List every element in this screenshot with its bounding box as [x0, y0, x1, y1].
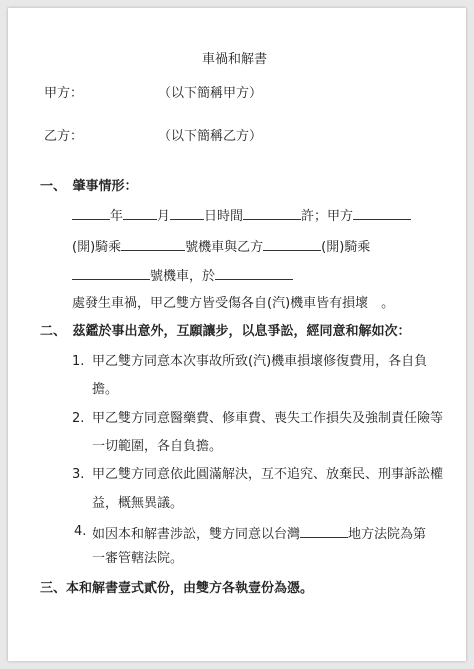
blank-year[interactable]	[72, 205, 110, 220]
item4-line2: 一審管轄法院。	[92, 551, 184, 566]
blank-day[interactable]	[170, 205, 204, 220]
section1-line3: 號機車，於	[72, 265, 293, 286]
item3-line2: 益，概無異議。	[92, 496, 184, 511]
party-a-label: 甲方：	[44, 86, 84, 101]
section3-heading: 三、本和解書壹式貳份，由雙方各執壹份為憑。	[40, 581, 314, 596]
item3-line1: 甲乙雙方同意依此圓滿解決，互不追究、放棄民、刑事訴訟權	[92, 467, 444, 482]
item2-num: 2.	[72, 411, 85, 426]
item3-num: 3.	[72, 467, 85, 482]
party-b-label: 乙方：	[44, 129, 84, 144]
document-page	[8, 8, 466, 661]
section1-line4: 處發生車禍，甲乙雙方皆受傷各自(汽)機車皆有損壞 。	[72, 296, 395, 311]
blank-court[interactable]	[300, 523, 348, 538]
blank-month[interactable]	[123, 205, 157, 220]
blank-location[interactable]	[215, 265, 293, 280]
blank-party-a-name[interactable]	[353, 205, 411, 220]
party-a-note: （以下簡稱甲方）	[158, 86, 263, 101]
blank-party-b-name[interactable]	[263, 236, 321, 251]
party-b-note: （以下簡稱乙方）	[158, 129, 263, 144]
item1-num: 1.	[72, 354, 85, 369]
blank-party-b-plate[interactable]	[72, 265, 150, 280]
item4-line1: 如因本和解書涉訟，雙方同意以台灣 地方法院為第	[92, 523, 426, 544]
section1-line2: (開)騎乘 號機車與乙方 (開)騎乘	[72, 236, 370, 257]
item1-line2: 擔。	[92, 382, 119, 397]
item1-line1: 甲乙雙方同意本次事故所致(汽)機車損壞修復費用，各自負	[92, 354, 428, 369]
blank-time[interactable]	[243, 205, 301, 220]
item2-line2: 一切範圍，各自負擔。	[92, 439, 223, 454]
document-title: 車禍和解書	[202, 52, 268, 67]
item2-line1: 甲乙雙方同意醫藥費、修車費、喪失工作損失及強制責任險等	[92, 411, 444, 426]
blank-party-a-plate[interactable]	[121, 236, 185, 251]
section2-heading: 二、 茲鑑於事出意外，互願讓步，以息爭訟，經同意和解如次：	[40, 324, 411, 339]
section1-line1: 年 月 日時間 許；甲方	[72, 205, 411, 226]
section1-heading: 一、 肇事情形：	[40, 179, 138, 194]
item4-num: 4.	[74, 524, 87, 539]
